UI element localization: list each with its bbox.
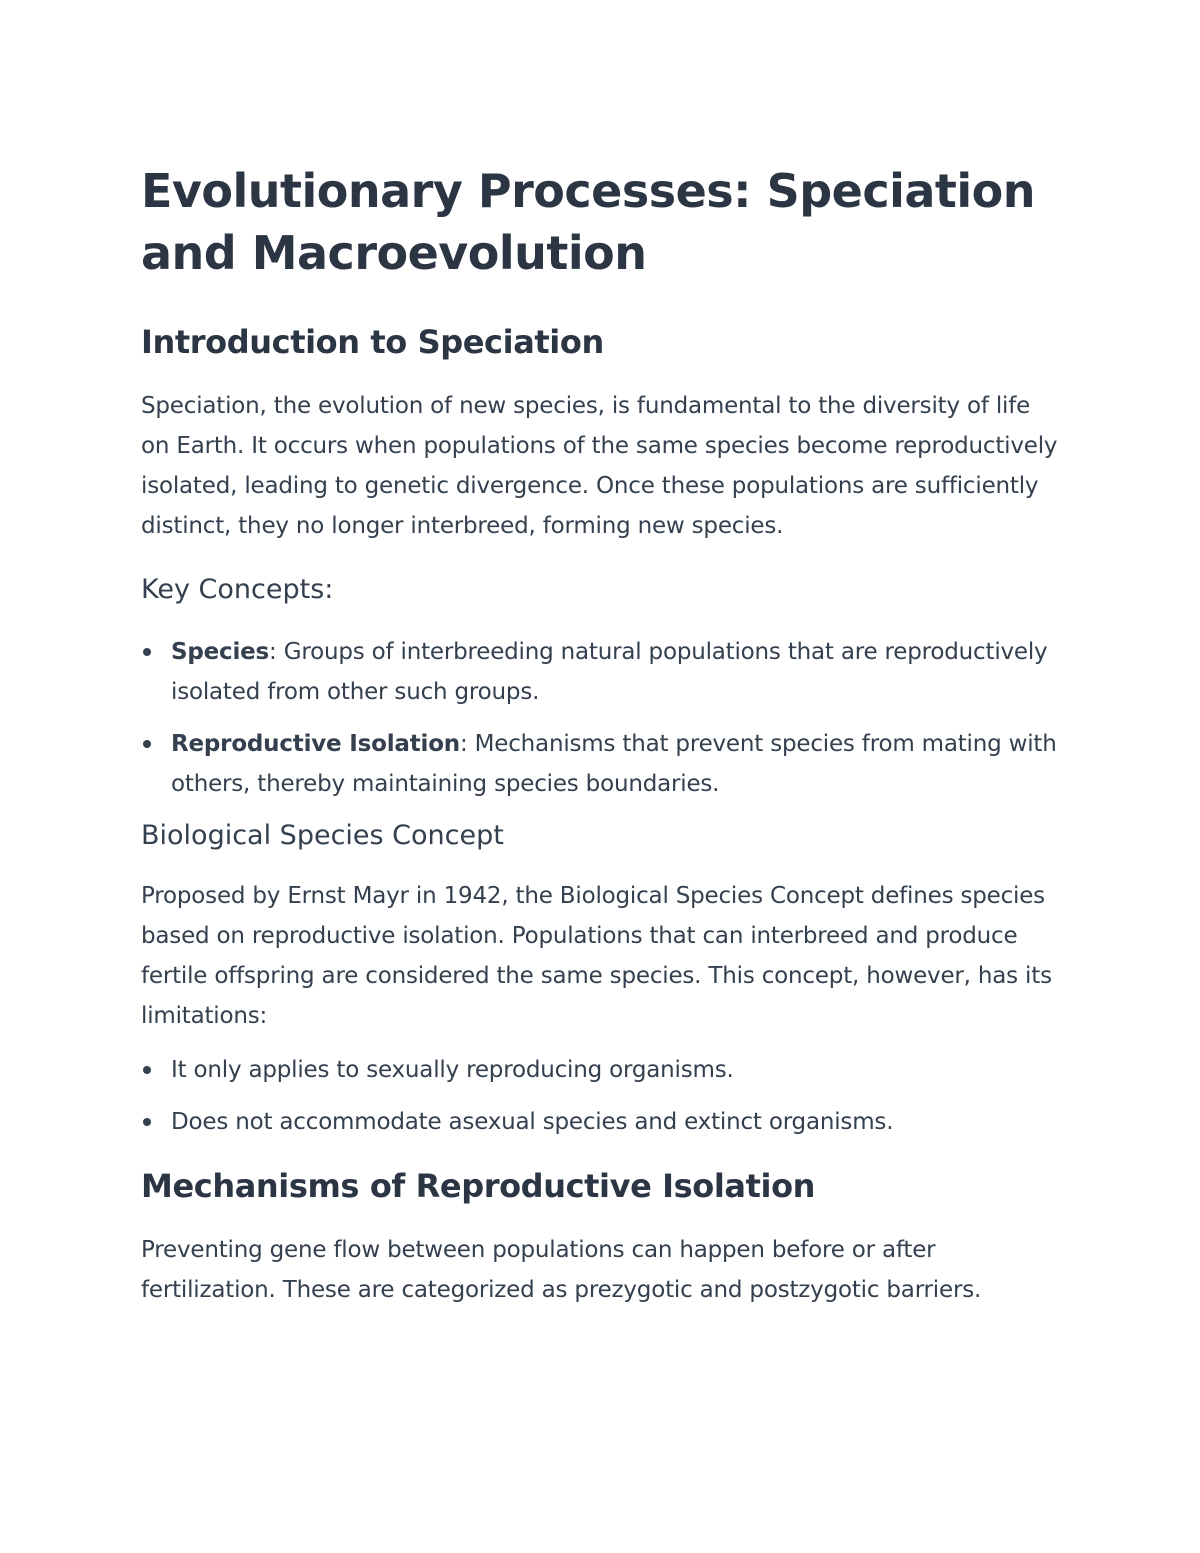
concept-term: Reproductive Isolation: [171, 731, 460, 757]
key-concepts-list: [141, 632, 1061, 804]
concept-definition: : Mechanisms that prevent species from mating with others, thereby maintaining species boundaries.: [171, 731, 1057, 797]
section-heading-intro: Introduction to Speciation: [141, 323, 604, 361]
bullet-icon: [143, 648, 151, 656]
intro-paragraph: Speciation, the evolution of new species, is fundamental to the diversity of life on Earth. It occurs when populations of the same species become reproductively isolated, leading to genetic divergence. Once these populations are sufficiently distinct, they no longer interbreed, forming new species.: [141, 393, 1058, 539]
page-title: Evolutionary Processes: Speciation and Macroevolution: [141, 164, 1036, 280]
bsc-limitations-list: [141, 1050, 1061, 1142]
list-item: [141, 724, 1061, 804]
limitation-text: It only applies to sexually reproducing organisms.: [171, 1057, 734, 1083]
limitation-text: Does not accommodate asexual species and extinct organisms.: [171, 1109, 894, 1135]
bullet-icon: [143, 740, 151, 748]
list-item: [141, 1102, 1061, 1142]
key-concepts-heading: Key Concepts:: [141, 574, 334, 605]
bullet-icon: [143, 1118, 151, 1126]
bullet-icon: [143, 1066, 151, 1074]
section-heading-mechanisms: Mechanisms of Reproductive Isolation: [141, 1167, 816, 1205]
document-page: [141, 160, 1061, 1310]
list-item: [141, 632, 1061, 712]
bsc-heading: Biological Species Concept: [141, 820, 504, 851]
list-item: [141, 1050, 1061, 1090]
mechanisms-paragraph: Preventing gene flow between populations can happen before or after fertilization. These are categorized as prezygotic and postzygotic barriers.: [141, 1237, 982, 1303]
concept-definition: : Groups of interbreeding natural populations that are reproductively isolated from other such groups.: [171, 639, 1048, 705]
concept-term: Species: [171, 639, 270, 665]
bsc-paragraph: Proposed by Ernst Mayr in 1942, the Biological Species Concept defines species based on reproductive isolation. Populations that can interbreed and produce fertile offspring are considered the same species. This concept, however, has its limitations:: [141, 883, 1052, 1029]
